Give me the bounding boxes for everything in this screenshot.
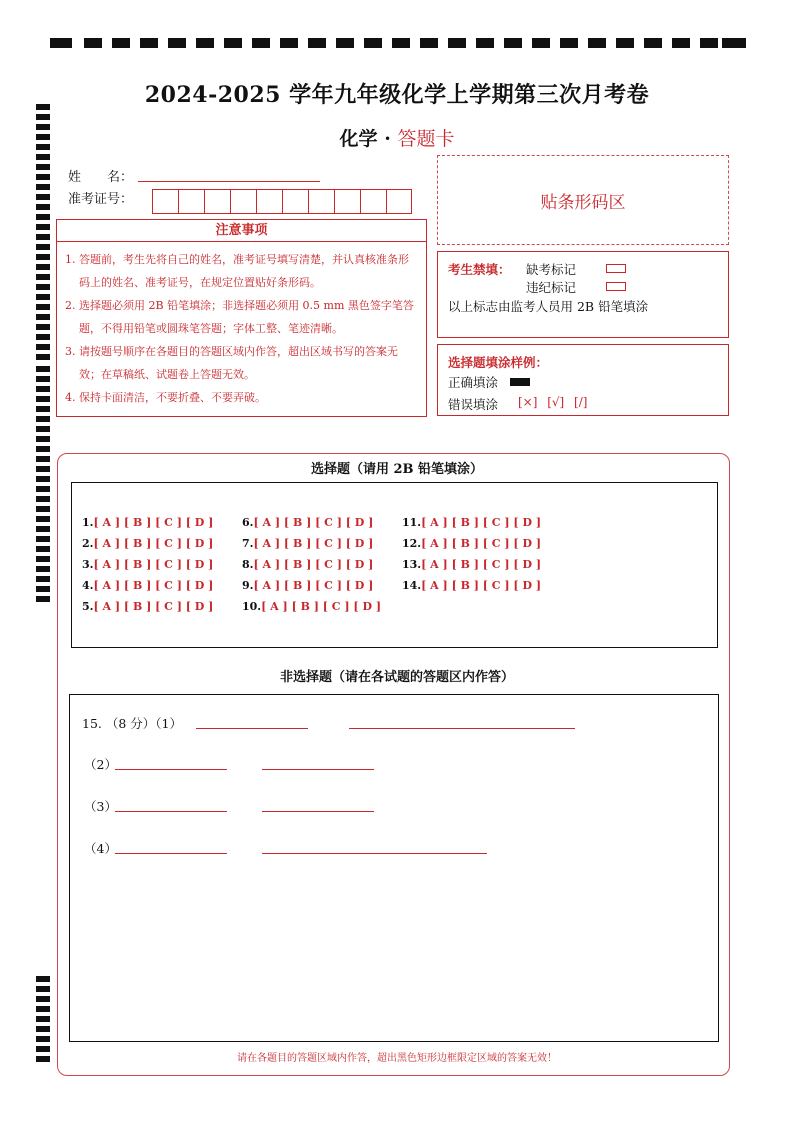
mc-title: 选择题（请用 2B 铅笔填涂） — [310, 462, 484, 477]
id-digit-box[interactable] — [282, 189, 308, 214]
notice-body — [57, 242, 426, 409]
id-digit-box[interactable] — [178, 189, 204, 214]
answer-line[interactable] — [115, 853, 227, 854]
notice-item: 4. 保持卡面清洁，不要折叠、不要弄破。 — [65, 391, 266, 404]
id-digit-box[interactable] — [308, 189, 334, 214]
nmc-title: 非选择题（请在各试题的答题区内作答） — [279, 670, 514, 685]
mc-question[interactable]: 3.[ A ] [ B ] [ C ] [ D ] — [82, 558, 214, 571]
answer-line[interactable] — [262, 853, 487, 854]
barcode-label: 贴条形码区 — [540, 192, 626, 213]
id-digit-box[interactable] — [386, 189, 412, 214]
fill-sample-box — [437, 344, 729, 416]
mc-question[interactable]: 9.[ A ] [ B ] [ C ] [ D ] — [242, 579, 374, 592]
wrong-fill-marks: [×] [√] [/] — [518, 395, 588, 409]
mc-question[interactable]: 14.[ A ] [ B ] [ C ] [ D ] — [402, 579, 542, 592]
notice-item: 1. 答题前，考生先将自己的姓名，准考证号填写清楚，并认真核准条形码上的姓名、准考证号，在规定位置贴好条形码。 — [65, 253, 409, 289]
mc-question[interactable]: 12.[ A ] [ B ] [ C ] [ D ] — [402, 537, 542, 550]
exam-id-boxes — [152, 189, 412, 214]
notice-box — [56, 219, 427, 417]
mc-question[interactable]: 6.[ A ] [ B ] [ C ] [ D ] — [242, 516, 374, 529]
card-label: 答题卡 — [397, 128, 455, 150]
mc-question[interactable]: 1.[ A ] [ B ] [ C ] [ D ] — [82, 516, 214, 529]
notice-heading: 注意事项 — [57, 220, 426, 242]
subject-label: 化学 — [339, 128, 378, 150]
mc-question[interactable]: 13.[ A ] [ B ] [ C ] [ D ] — [402, 558, 542, 571]
violation-label: 违纪标记 — [526, 280, 577, 295]
answer-line[interactable] — [115, 811, 227, 812]
violation-mark-box[interactable] — [606, 282, 626, 291]
id-digit-box[interactable] — [152, 189, 178, 214]
notice-item: 2. 选择题必须用 2B 铅笔填涂；非选择题必须用 0.5 mm 黑色签字笔答题，不得用铅笔或圆珠笔答题；字体工整、笔迹清晰。 — [65, 299, 414, 335]
mc-question[interactable]: 4.[ A ] [ B ] [ C ] [ D ] — [82, 579, 214, 592]
barcode-area — [437, 155, 729, 245]
id-digit-box[interactable] — [334, 189, 360, 214]
q15-label: 15. （8 分）（1） — [82, 716, 182, 731]
correct-fill-label: 正确填涂 — [448, 375, 499, 390]
mc-question[interactable]: 8.[ A ] [ B ] [ C ] [ D ] — [242, 558, 374, 571]
answer-line[interactable] — [262, 811, 374, 812]
mc-question[interactable]: 5.[ A ] [ B ] [ C ] [ D ] — [82, 600, 214, 613]
part-label: （3） — [84, 799, 117, 814]
mc-question[interactable]: 10.[ A ] [ B ] [ C ] [ D ] — [242, 600, 382, 613]
name-label: 姓 名： — [68, 170, 134, 185]
nmc-answer-box — [69, 694, 719, 1042]
mc-question[interactable]: 11.[ A ] [ B ] [ C ] [ D ] — [402, 516, 542, 529]
answer-line[interactable] — [196, 728, 308, 729]
absent-mark-box[interactable] — [606, 264, 626, 273]
part-label: （2） — [84, 757, 117, 772]
answer-line[interactable] — [115, 769, 227, 770]
name-input-line[interactable] — [138, 181, 320, 182]
id-digit-box[interactable] — [204, 189, 230, 214]
forbid-title: 考生禁填： — [448, 262, 511, 277]
forbid-note: 以上标志由监考人员用 2B 铅笔填涂 — [448, 299, 649, 314]
answer-line[interactable] — [349, 728, 575, 729]
absent-label: 缺考标记 — [526, 262, 577, 277]
id-digit-box[interactable] — [360, 189, 386, 214]
id-digit-box[interactable] — [230, 189, 256, 214]
subtitle-dot: · — [384, 128, 391, 150]
answer-line[interactable] — [262, 769, 374, 770]
wrong-fill-label: 错误填涂 — [448, 397, 499, 412]
part-label: （4） — [84, 841, 117, 856]
sample-title: 选择题填涂样例： — [448, 355, 549, 370]
id-label: 准考证号： — [68, 192, 134, 207]
mc-question[interactable]: 2.[ A ] [ B ] [ C ] [ D ] — [82, 537, 214, 550]
side-timing-marks-middle — [36, 366, 50, 606]
id-digit-box[interactable] — [256, 189, 282, 214]
mc-question[interactable]: 7.[ A ] [ B ] [ C ] [ D ] — [242, 537, 374, 550]
exam-title: 2024-2025 学年九年级化学上学期第三次月考卷 — [144, 82, 650, 108]
top-timing-marks — [50, 38, 746, 50]
proctor-only-box — [437, 251, 729, 338]
card-subtitle — [0, 124, 794, 151]
notice-item: 3. 请按题号顺序在各题目的答题区域内作答，超出区域书写的答案无效；在草稿纸、试题卷上答题无效。 — [65, 345, 398, 381]
correct-fill-mark — [510, 378, 530, 386]
footer-warning: 请在各题目的答题区域内作答，超出黑色矩形边框限定区域的答案无效！ — [237, 1053, 557, 1064]
